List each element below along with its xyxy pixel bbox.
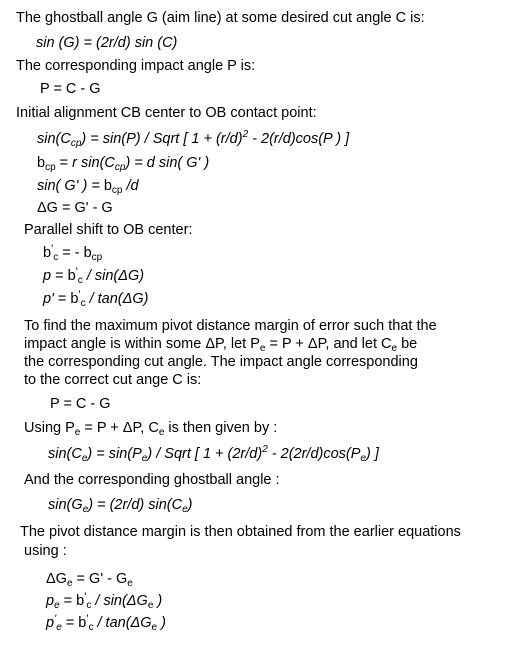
sub: c bbox=[77, 275, 83, 286]
t: ΔG bbox=[46, 571, 67, 587]
t: b bbox=[76, 593, 85, 609]
text: The corresponding impact angle P is: bbox=[16, 58, 256, 74]
para-margin-line4 bbox=[24, 371, 201, 389]
sub: e bbox=[66, 578, 73, 589]
t: = bbox=[61, 615, 79, 631]
equation-text: P = C - G bbox=[40, 81, 101, 97]
sup: 2 bbox=[242, 129, 249, 140]
t: b bbox=[67, 268, 76, 284]
t: b bbox=[70, 291, 79, 307]
text: And the corresponding ghostball angle : bbox=[24, 472, 280, 488]
t: ) bbox=[157, 615, 166, 631]
t: b bbox=[78, 615, 87, 631]
t: impact angle is within some ΔP, let bbox=[24, 336, 251, 352]
sub: e bbox=[259, 343, 266, 354]
t: = G' - G bbox=[72, 571, 128, 587]
text: To find the maximum pivot distance margin of error such that the bbox=[24, 318, 437, 334]
prime: ' bbox=[84, 591, 87, 603]
t: ) ] bbox=[365, 446, 379, 462]
text: Initial alignment CB center to OB contact point: bbox=[16, 105, 317, 121]
sub: e bbox=[151, 622, 158, 633]
sub: cp bbox=[91, 252, 103, 263]
t: r sin(C bbox=[72, 155, 115, 171]
t: P bbox=[65, 420, 75, 436]
sub: c bbox=[80, 298, 86, 309]
line-ghostball-corresponding bbox=[24, 471, 280, 489]
t: / tan(ΔG bbox=[93, 615, 152, 631]
para-margin-line1 bbox=[24, 317, 437, 335]
t: P bbox=[250, 336, 260, 352]
prime: ' bbox=[86, 613, 89, 625]
eq-bcp bbox=[37, 154, 209, 172]
t: - 2(r/d)cos(P ) ] bbox=[248, 131, 350, 147]
sub: c bbox=[86, 600, 92, 611]
eq-pe bbox=[46, 592, 162, 610]
sub: e bbox=[54, 600, 60, 611]
t: = bbox=[59, 593, 77, 609]
t: / sin(ΔG bbox=[91, 593, 148, 609]
t: ) / Sqrt [ 1 + (2r/d) bbox=[147, 446, 263, 462]
sub: e bbox=[141, 453, 148, 464]
sub: e bbox=[74, 427, 81, 438]
eq-sin-ccp bbox=[37, 130, 349, 148]
prime: ' bbox=[51, 243, 54, 255]
text: The ghostball angle G (aim line) at some desired cut angle C is: bbox=[16, 10, 425, 26]
t: b bbox=[37, 155, 46, 171]
t: = - b bbox=[58, 245, 92, 261]
equation-text: P = C - G bbox=[50, 396, 111, 412]
prime: ' bbox=[75, 266, 78, 278]
t: sin( G' ) = bbox=[37, 178, 104, 194]
t: p' bbox=[43, 291, 54, 307]
text: using : bbox=[24, 543, 67, 559]
sub: e bbox=[391, 343, 398, 354]
t: C bbox=[148, 420, 159, 436]
t: is then given by : bbox=[164, 420, 278, 436]
sub: e bbox=[147, 600, 154, 611]
sub: e bbox=[127, 578, 133, 589]
eq-impact bbox=[40, 80, 101, 98]
t: ) bbox=[153, 593, 163, 609]
sub: cp bbox=[114, 162, 126, 173]
sub: e bbox=[182, 504, 188, 515]
t: = bbox=[53, 291, 71, 307]
eq-ghostball bbox=[36, 34, 177, 52]
text: Parallel shift to OB center: bbox=[24, 222, 193, 238]
eq-pe-prime bbox=[46, 614, 166, 632]
line-using-pe bbox=[24, 419, 277, 437]
t: = bbox=[55, 155, 73, 171]
eq-bc-prime bbox=[43, 244, 102, 262]
sub: e bbox=[56, 622, 62, 633]
sub: e bbox=[81, 453, 88, 464]
t: - 2(2r/d)cos(P bbox=[267, 446, 361, 462]
t: = P + ΔP, and let bbox=[265, 336, 382, 352]
t: /d bbox=[122, 178, 139, 194]
t: Using bbox=[24, 420, 66, 436]
para-margin-line3 bbox=[24, 353, 418, 371]
sub: e bbox=[158, 427, 165, 438]
eq-delta-ge bbox=[46, 570, 133, 588]
eq-impact-repeat bbox=[50, 395, 111, 413]
t: = bbox=[51, 268, 68, 284]
t: b bbox=[103, 178, 112, 194]
eq-sin-ce bbox=[48, 445, 379, 463]
line-impact-intro bbox=[16, 57, 255, 75]
para-margin-line2 bbox=[24, 335, 417, 353]
para-pivot-line2 bbox=[24, 542, 67, 560]
t: p bbox=[46, 615, 55, 631]
t: = P + ΔP, bbox=[80, 420, 149, 436]
eq-sin-gprime bbox=[37, 177, 139, 195]
para-pivot-line1 bbox=[20, 523, 461, 541]
t: ) = sin(P bbox=[87, 446, 142, 462]
text: the corresponding cut angle. The impact angle corresponding bbox=[24, 354, 418, 370]
t: sin(C bbox=[37, 131, 71, 147]
t: ) = sin(P) / Sqrt [ 1 + (r/d) bbox=[81, 131, 243, 147]
eq-p bbox=[43, 267, 144, 285]
sub: cp bbox=[70, 138, 82, 149]
prime: ' bbox=[78, 289, 81, 301]
line-ghostball-intro bbox=[16, 9, 425, 27]
t: ) = (2r/d) sin(C bbox=[88, 497, 183, 513]
t: p bbox=[46, 593, 55, 609]
eq-p-prime bbox=[43, 290, 148, 308]
t: p bbox=[43, 268, 52, 284]
sub: e bbox=[82, 504, 89, 515]
line-parallel-shift bbox=[24, 221, 192, 239]
sub: cp bbox=[111, 185, 123, 196]
t: / sin(ΔG) bbox=[82, 268, 145, 284]
t: ) = d sin( G' ) bbox=[125, 155, 210, 171]
sup: 2 bbox=[262, 444, 268, 455]
t: sin(G bbox=[48, 497, 83, 513]
equation-text: sin (G) = (2r/d) sin (C) bbox=[36, 35, 178, 51]
t: sin(C bbox=[48, 446, 82, 462]
sub: c bbox=[88, 622, 94, 633]
equation-text: ΔG = G' - G bbox=[37, 200, 113, 216]
t: C bbox=[381, 336, 392, 352]
t: b bbox=[43, 245, 52, 261]
eq-sin-ge bbox=[48, 496, 193, 514]
line-alignment-intro bbox=[16, 104, 317, 122]
sub: c bbox=[53, 252, 59, 263]
t: be bbox=[397, 336, 418, 352]
text: to the correct cut ange C is: bbox=[24, 372, 202, 388]
t: / tan(ΔG) bbox=[85, 291, 149, 307]
prime: ' bbox=[54, 613, 57, 625]
t: ) bbox=[187, 497, 193, 513]
sub: cp bbox=[45, 162, 56, 173]
sub: e bbox=[360, 453, 366, 464]
text: The pivot distance margin is then obtained from the earlier equations bbox=[20, 524, 461, 540]
eq-delta-g bbox=[37, 199, 113, 217]
